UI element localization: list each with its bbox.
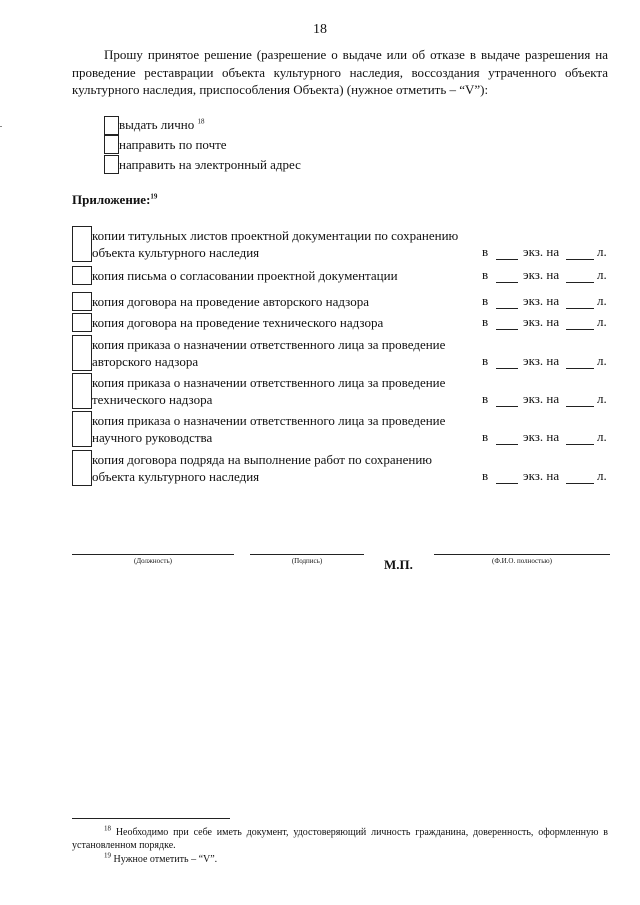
checkbox-by-mail[interactable]	[104, 135, 119, 154]
footnote-19	[104, 853, 217, 866]
attachment-checkbox[interactable]	[72, 226, 92, 262]
footnote-ref-18: 18	[197, 117, 205, 126]
footnote-ref-19: 19	[150, 192, 158, 201]
sheets-label: л.	[597, 314, 607, 329]
attachment-line-2: научного руководства	[92, 430, 213, 445]
option-by-email-label: направить на электронный адрес	[119, 157, 301, 172]
copies-count-line[interactable]	[496, 259, 518, 260]
copies-label: экз. на	[523, 468, 560, 483]
attachment-item-text	[92, 412, 472, 446]
sheets-label: л.	[597, 391, 607, 406]
in-label: в	[482, 267, 489, 282]
attachment-line-2: технического надзора	[92, 392, 213, 407]
attachment-item-text	[92, 227, 472, 261]
attachment-line-1: копия приказа о назначении ответственного лица за проведение	[92, 337, 446, 352]
in-label: в	[482, 353, 489, 368]
position-line	[72, 554, 234, 555]
footnote-18-number: 18	[104, 824, 111, 833]
copies-label: экз. на	[523, 314, 560, 329]
full-name-caption: (Ф.И.О. полностью)	[492, 557, 552, 565]
attachment-line-1: копии титульных листов проектной документации по сохранению	[92, 228, 459, 243]
attachment-item-text	[92, 314, 472, 331]
attachment-item-text	[92, 451, 472, 485]
page-number: 18	[313, 22, 327, 37]
sheets-label: л.	[597, 353, 607, 368]
copies-count-line[interactable]	[496, 282, 518, 283]
checkbox-in-person[interactable]	[104, 116, 119, 135]
option-in-person	[119, 117, 204, 133]
sheets-label: л.	[597, 429, 607, 444]
attachment-line-1: копия договора подряда на выполнение работ по сохранению	[92, 452, 433, 467]
sheets-count-line[interactable]	[566, 483, 594, 484]
option-by-mail-label: направить по почте	[119, 137, 227, 152]
attachment-line-2: объекта культурного наследия	[92, 245, 260, 260]
copies-count-line[interactable]	[496, 329, 518, 330]
copies-label: экз. на	[523, 429, 560, 444]
sheets-count-line[interactable]	[566, 368, 594, 369]
attachments-heading-text: Приложение:	[72, 192, 151, 207]
position-caption: (Должность)	[134, 557, 172, 565]
attachment-line-1: копия договора на проведение авторского надзора	[92, 294, 370, 309]
stamp-placeholder: М.П.	[384, 557, 413, 572]
footnote-separator	[72, 818, 230, 819]
in-label: в	[482, 429, 489, 444]
attachment-line-1: копия договора на проведение технического надзора	[92, 315, 384, 330]
sheets-count-line[interactable]	[566, 308, 594, 309]
sheets-count-line[interactable]	[566, 282, 594, 283]
option-in-person-label: выдать лично	[119, 117, 195, 132]
in-label: в	[482, 391, 489, 406]
attachment-line-1: копия письма о согласовании проектной документации	[92, 268, 398, 283]
copies-count-line[interactable]	[496, 406, 518, 407]
sheets-count-line[interactable]	[566, 444, 594, 445]
sheets-label: л.	[597, 468, 607, 483]
attachment-item-text	[92, 293, 472, 310]
attachment-checkbox[interactable]	[72, 292, 92, 311]
attachment-checkbox[interactable]	[72, 313, 92, 332]
copies-count-line[interactable]	[496, 308, 518, 309]
sheets-label: л.	[597, 244, 607, 259]
signature-caption: (Подпись)	[291, 557, 323, 565]
copies-label: экз. на	[523, 267, 560, 282]
attachment-item-text	[92, 336, 472, 370]
sheets-count-line[interactable]	[566, 259, 594, 260]
in-label: в	[482, 314, 489, 329]
attachment-item-text	[92, 374, 472, 408]
copies-label: экз. на	[523, 244, 560, 259]
sheets-count-line[interactable]	[566, 329, 594, 330]
attachments-heading	[72, 192, 157, 208]
attachment-checkbox[interactable]	[72, 266, 92, 285]
footnote-18	[72, 826, 608, 852]
attachment-checkbox[interactable]	[72, 450, 92, 486]
copies-label: экз. на	[523, 391, 560, 406]
full-name-line	[434, 554, 610, 555]
copies-label: экз. на	[523, 353, 560, 368]
in-label: в	[482, 244, 489, 259]
checkbox-by-email[interactable]	[104, 155, 119, 174]
copies-count-line[interactable]	[496, 368, 518, 369]
copies-count-line[interactable]	[496, 483, 518, 484]
attachment-item-text	[92, 267, 472, 284]
attachment-line-1: копия приказа о назначении ответственного лица за проведение	[92, 375, 446, 390]
request-paragraph: Прошу принятое решение (разрешение о выдаче или об отказе в выдаче разрешения на проведение реставрации объекта культурного наследия, воссоздания утраченного объекта культурного наследия, приспособления Объекта) (нужное отметить – “V”):	[72, 47, 608, 97]
sheets-count-line[interactable]	[566, 406, 594, 407]
attachment-line-2: авторского надзора	[92, 354, 199, 369]
attachment-line-2: объекта культурного наследия	[92, 469, 260, 484]
copies-count-line[interactable]	[496, 444, 518, 445]
footnote-18-text: Необходимо при себе иметь документ, удостоверяющий личность гражданина, доверенность, оформленную в установленном порядке.	[72, 827, 609, 851]
in-label: в	[482, 468, 489, 483]
sheets-label: л.	[597, 267, 607, 282]
sheets-label: л.	[597, 293, 607, 308]
in-label: в	[482, 293, 489, 308]
footnote-19-text: Нужное отметить – “V”.	[113, 854, 218, 865]
copies-label: экз. на	[523, 293, 560, 308]
attachment-checkbox[interactable]	[72, 335, 92, 371]
signature-line	[250, 554, 364, 555]
attachment-line-1: копия приказа о назначении ответственного лица за проведение	[92, 413, 446, 428]
attachment-checkbox[interactable]	[72, 411, 92, 447]
attachment-checkbox[interactable]	[72, 373, 92, 409]
scan-margin-mark	[0, 126, 2, 127]
footnote-19-number: 19	[104, 851, 111, 860]
